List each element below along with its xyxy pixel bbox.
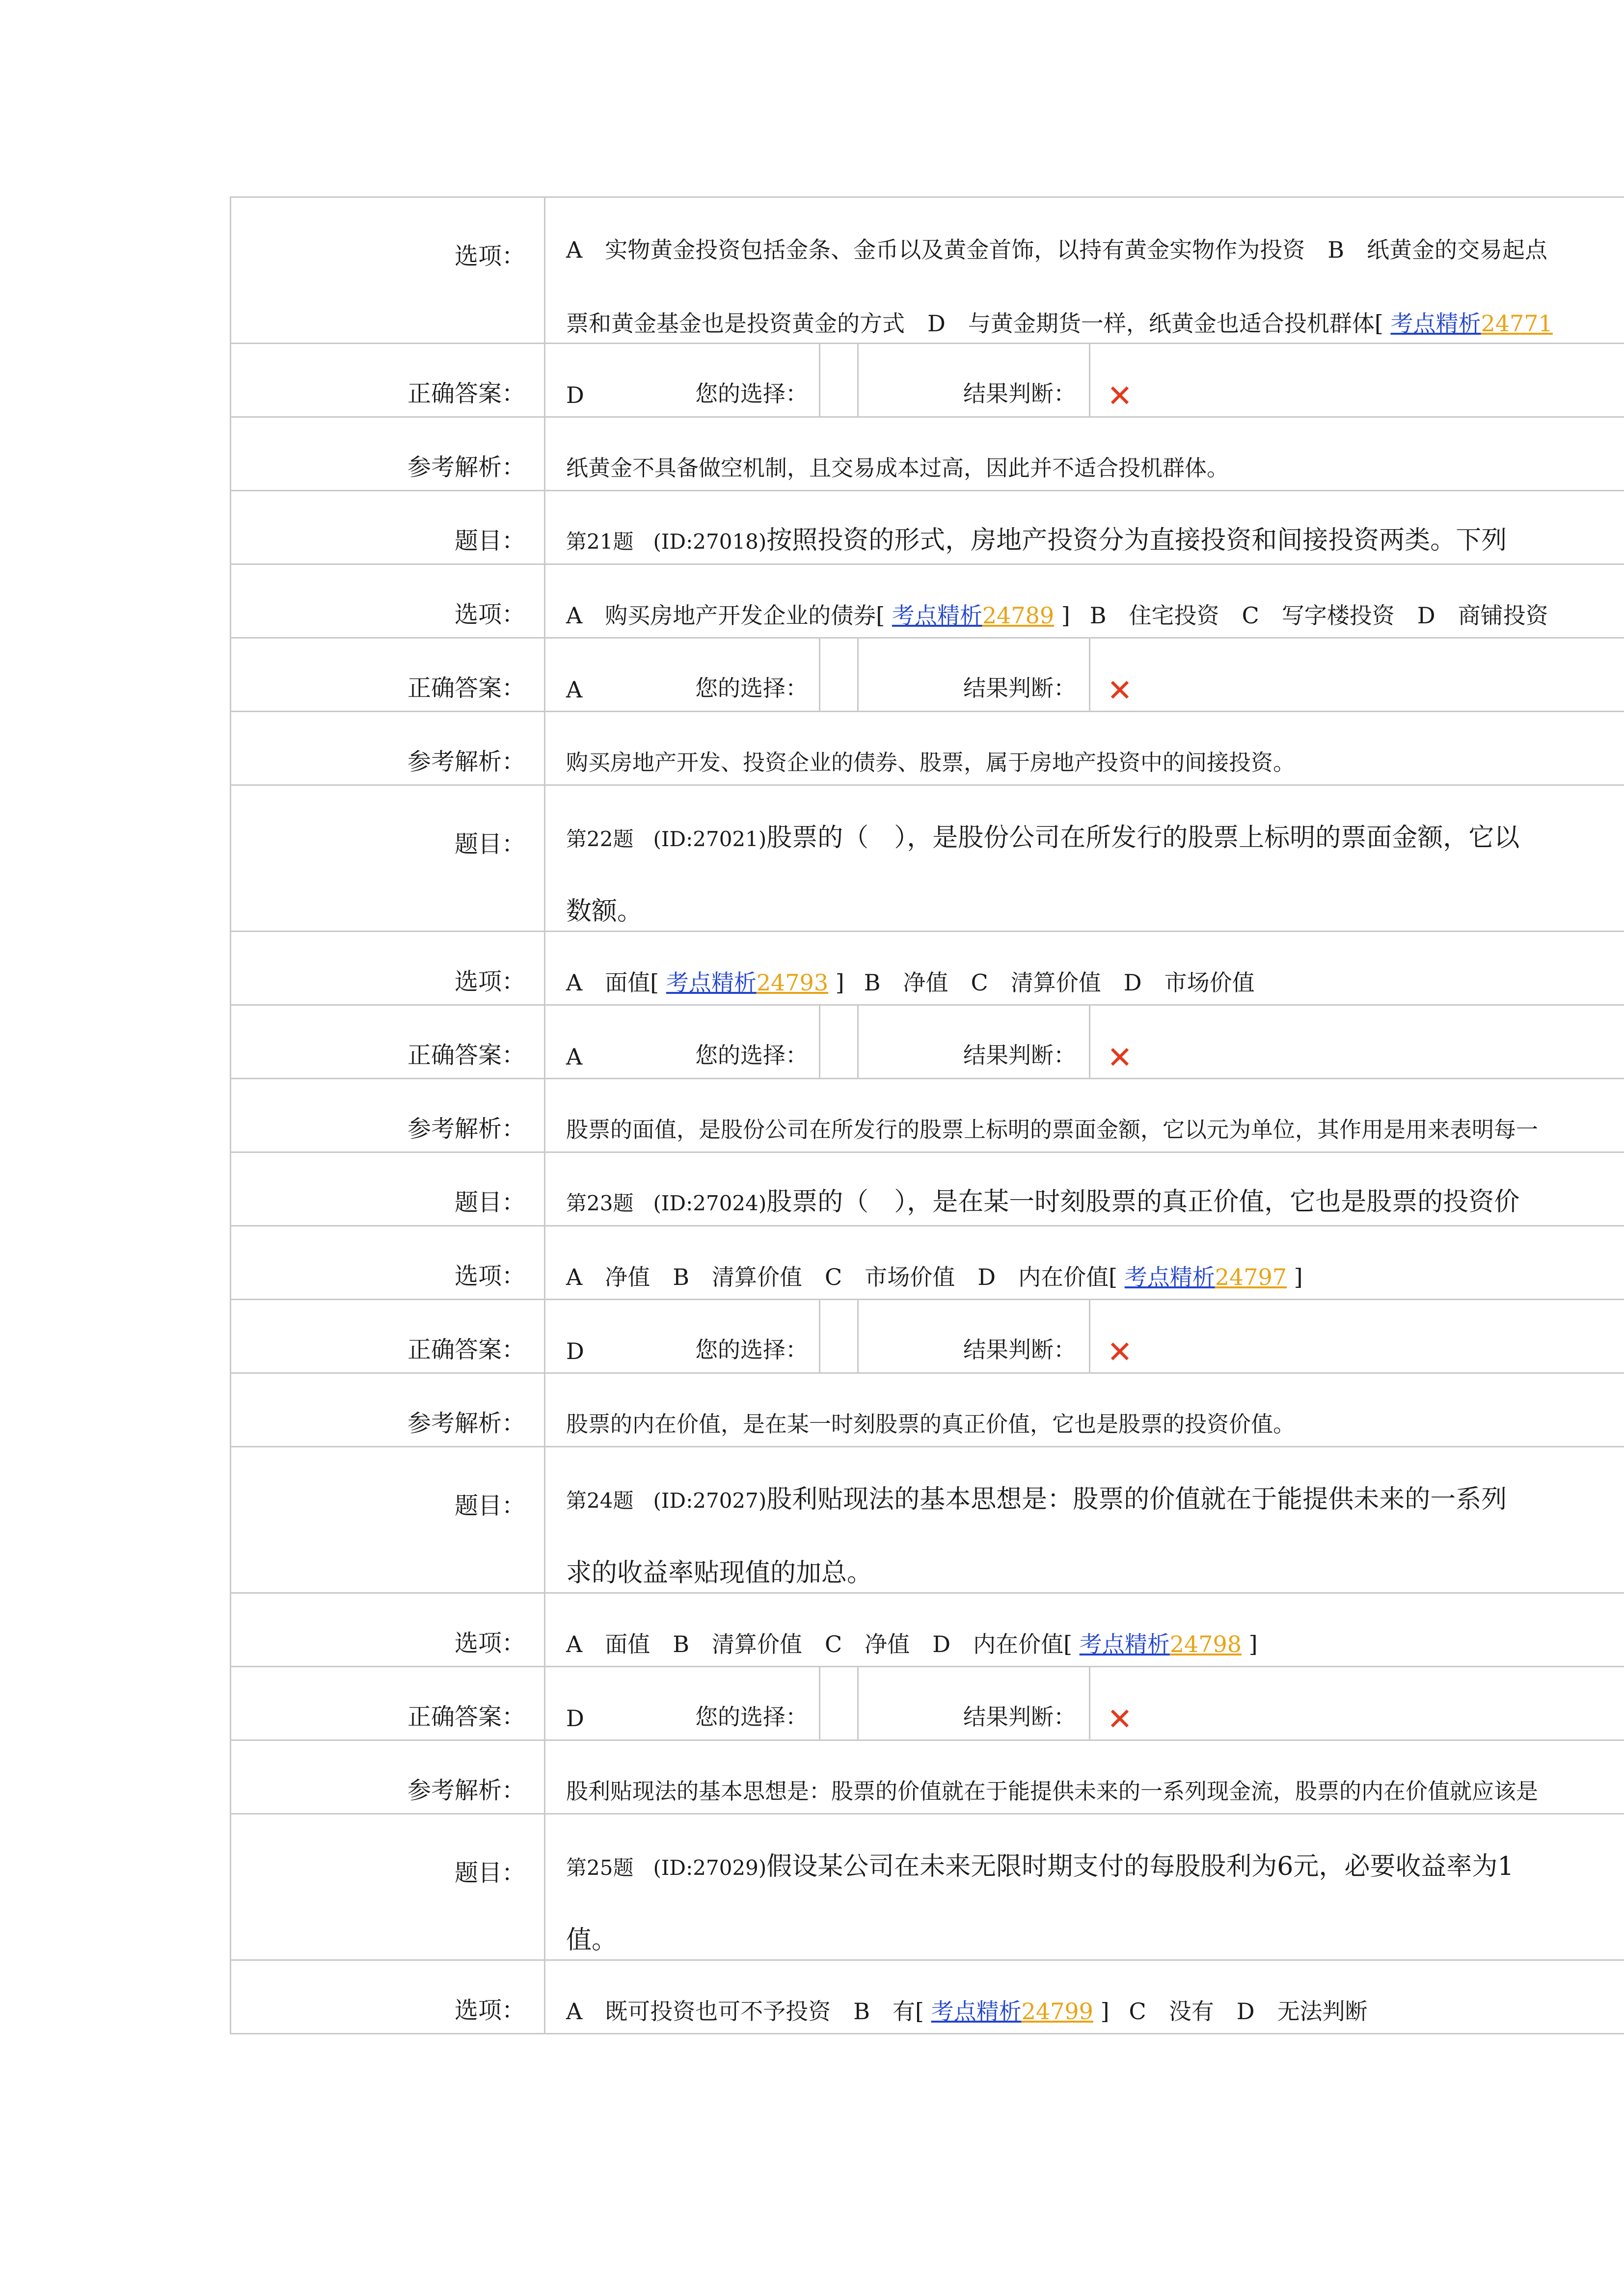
options-text [566, 1629, 1258, 1659]
your-choice-value [820, 1300, 859, 1372]
analysis-text: 购买房地产开发、投资企业的债券、股票，属于房地产投资中的间接投资。 [566, 749, 1296, 775]
your-choice-value [820, 639, 859, 711]
correct-answer-value: D [566, 382, 584, 408]
options-label: 选项： [231, 932, 545, 1004]
your-choice-value [820, 1006, 859, 1078]
wrong-icon: ✕ [1107, 1334, 1133, 1370]
kaodian-close: ] [1242, 1631, 1258, 1657]
options-content [545, 1961, 1624, 2033]
question-row [231, 1815, 1624, 1961]
question-id: (ID:27021) [653, 827, 767, 851]
option-rest: B 住宅投资 C 写字楼投资 D 商铺投资 [1089, 602, 1548, 629]
analysis-label: 参考解析： [231, 712, 545, 784]
question-number: 第22题 [566, 827, 634, 851]
kaodian-link[interactable]: 考点精析 [892, 602, 982, 629]
kaodian-link-number[interactable]: 24793 [756, 969, 829, 996]
question-text [566, 823, 1519, 854]
analysis-text: 纸黄金不具备做空机制，且交易成本过高，因此并不适合投机群体。 [566, 455, 1229, 481]
question-row [231, 1153, 1624, 1227]
question-text [566, 1485, 1507, 1516]
correct-answer-value: D [566, 1338, 584, 1364]
analysis-row [231, 418, 1624, 491]
answer-content [545, 1006, 1624, 1078]
options-content [545, 565, 1624, 637]
options-text [566, 1997, 1368, 2026]
judgement-label: 结果判断： [859, 1300, 1090, 1372]
your-choice-value [820, 1667, 859, 1739]
correct-answer-value: A [566, 1043, 583, 1070]
options-text [566, 601, 1548, 630]
analysis-row [231, 1741, 1624, 1815]
question-content [545, 786, 1624, 931]
options-row [231, 1227, 1624, 1300]
options-row [231, 1961, 1624, 2034]
question-row [231, 491, 1624, 565]
analysis-row [231, 1374, 1624, 1447]
analysis-content [545, 1374, 1624, 1446]
options-text: A 实物黄金投资包括金条、金币以及黄金首饰，以持有黄金实物作为投资 B 纸黄金的交易起点 [566, 237, 1548, 263]
question-label: 题目： [231, 1815, 545, 1959]
correct-answer-row [231, 344, 1624, 418]
your-choice-label: 您的选择： [595, 344, 820, 416]
question-stem-continued: 数额。 [566, 897, 643, 926]
wrong-icon: ✕ [1107, 1040, 1133, 1075]
option-rest: C 没有 D 无法判断 [1129, 1998, 1368, 2025]
options-text [566, 968, 1255, 997]
answer-content [545, 344, 1624, 416]
question-content [545, 1153, 1624, 1225]
analysis-label: 参考解析： [231, 1741, 545, 1813]
kaodian-link-number[interactable]: 24789 [982, 602, 1055, 629]
correct-answer-value: A [566, 676, 583, 703]
options-label: 选项： [231, 565, 545, 637]
option-list: A 既可投资也可不予投资 B 有 [566, 1998, 916, 2025]
options-row [231, 565, 1624, 639]
question-content [545, 1815, 1624, 1959]
wrong-icon: ✕ [1107, 672, 1133, 708]
analysis-text: 股票的面值，是股份公司在所发行的股票上标明的票面金额，它以元为单位，其作用是用来表明每一 [566, 1117, 1539, 1143]
your-choice-label: 您的选择： [595, 1006, 820, 1078]
judgement-label: 结果判断： [859, 1006, 1090, 1078]
option-rest: B 净值 C 清算价值 D 市场价值 [864, 969, 1255, 996]
options-label: 选项： [231, 1227, 545, 1299]
judgement-label: 结果判断： [859, 1667, 1090, 1739]
wrong-icon: ✕ [1107, 1701, 1133, 1737]
your-choice-label: 您的选择： [595, 1667, 820, 1739]
question-stem-continued: 值。 [566, 1925, 618, 1955]
kaodian-open: [ [876, 602, 892, 629]
analysis-content [545, 1079, 1624, 1151]
options-row [231, 198, 1624, 344]
kaodian-close: ] [828, 969, 844, 996]
option-list: A 面值 B 清算价值 C 净值 D 内在价值 [566, 1631, 1064, 1657]
analysis-row [231, 712, 1624, 786]
correct-answer-row [231, 1006, 1624, 1079]
options-text [566, 1262, 1303, 1292]
analysis-content [545, 1741, 1624, 1813]
question-id: (ID:27029) [653, 1856, 767, 1880]
correct-answer-row [231, 639, 1624, 712]
options-text-continued [566, 309, 1553, 338]
kaodian-open: [ [1063, 1631, 1080, 1657]
correct-answer-value: D [566, 1705, 584, 1732]
question-stem-continued: 求的收益率贴现值的加总。 [566, 1558, 873, 1588]
options-content [545, 1227, 1624, 1299]
question-text [566, 1187, 1519, 1218]
your-choice-label: 您的选择： [595, 1300, 820, 1372]
correct-answer-row [231, 1667, 1624, 1741]
question-number: 第21题 [566, 530, 634, 554]
analysis-content [545, 712, 1624, 784]
question-label: 题目： [231, 1153, 545, 1225]
options-content [545, 1594, 1624, 1666]
kaodian-link-number[interactable]: 24771 [1481, 310, 1553, 337]
options-label: 选项： [231, 198, 545, 343]
kaodian-open: [ [650, 969, 666, 996]
answer-content [545, 1667, 1624, 1739]
options-text: 票和黄金基金也是投资黄金的方式 D 与黄金期货一样，纸黄金也适合投机群体 [566, 310, 1375, 337]
options-row [231, 1594, 1624, 1667]
kaodian-link[interactable]: 考点精析 [1124, 1264, 1215, 1290]
correct-answer-label: 正确答案： [231, 639, 545, 711]
question-row [231, 786, 1624, 932]
options-label: 选项： [231, 1961, 545, 2033]
kaodian-open: [ [1374, 310, 1391, 337]
kaodian-close: ] [1093, 1998, 1110, 2025]
your-choice-label: 您的选择： [595, 639, 820, 711]
analysis-label: 参考解析： [231, 1079, 545, 1151]
analysis-text: 股利贴现法的基本思想是：股票的价值就在于能提供未来的一系列现金流，股票的内在价值就应该是 [566, 1778, 1539, 1804]
kaodian-close: ] [1054, 602, 1070, 629]
kaodian-link[interactable]: 考点精析 [931, 1998, 1022, 2025]
judgement-label: 结果判断： [859, 639, 1090, 711]
answer-content [545, 1300, 1624, 1372]
analysis-content [545, 418, 1624, 490]
answer-content [545, 639, 1624, 711]
question-id: (ID:27027) [653, 1489, 767, 1513]
question-number: 第24题 [566, 1489, 634, 1513]
question-stem: 假设某公司在未来无限时期支付的每股股利为6元，必要收益率为1 [766, 1852, 1514, 1881]
kaodian-link-number[interactable]: 24798 [1169, 1631, 1242, 1657]
judgement-label: 结果判断： [859, 344, 1090, 416]
question-text [566, 1852, 1514, 1883]
exam-result-table [230, 196, 1624, 2034]
question-number: 第23题 [566, 1191, 634, 1215]
options-row [231, 932, 1624, 1006]
correct-answer-label: 正确答案： [231, 1006, 545, 1078]
kaodian-open: [ [915, 1998, 931, 2025]
question-content [545, 1447, 1624, 1592]
kaodian-close: ] [1287, 1264, 1303, 1290]
kaodian-link-number[interactable]: 24797 [1215, 1264, 1287, 1290]
question-id: (ID:27024) [653, 1191, 767, 1215]
question-number: 第25题 [566, 1856, 634, 1880]
correct-answer-label: 正确答案： [231, 344, 545, 416]
question-stem: 股利贴现法的基本思想是：股票的价值就在于能提供未来的一系列 [766, 1485, 1507, 1514]
question-stem: 股票的（ ），是在某一时刻股票的真正价值，它也是股票的投资价 [766, 1187, 1520, 1217]
question-stem: 按照投资的形式，房地产投资分为直接投资和间接投资两类。下列 [766, 526, 1507, 555]
kaodian-link[interactable]: 考点精析 [666, 969, 757, 996]
analysis-label: 参考解析： [231, 418, 545, 490]
kaodian-link-number[interactable]: 24799 [1021, 1998, 1093, 2025]
correct-answer-label: 正确答案： [231, 1667, 545, 1739]
question-row [231, 1447, 1624, 1594]
kaodian-link[interactable]: 考点精析 [1390, 310, 1481, 337]
analysis-text: 股票的内在价值，是在某一时刻股票的真正价值，它也是股票的投资价值。 [566, 1411, 1296, 1437]
question-content [545, 491, 1624, 563]
question-label: 题目： [231, 491, 545, 563]
correct-answer-label: 正确答案： [231, 1300, 545, 1372]
wrong-icon: ✕ [1107, 378, 1133, 414]
kaodian-open: [ [1109, 1264, 1125, 1290]
question-label: 题目： [231, 1447, 545, 1592]
correct-answer-row [231, 1300, 1624, 1374]
kaodian-link[interactable]: 考点精析 [1079, 1631, 1170, 1657]
options-content [545, 198, 1624, 343]
option-a: A 购买房地产开发企业的债券 [566, 602, 876, 629]
your-choice-value [820, 344, 859, 416]
option-list: A 净值 B 清算价值 C 市场价值 D 内在价值 [566, 1264, 1109, 1290]
analysis-label: 参考解析： [231, 1374, 545, 1446]
question-label: 题目： [231, 786, 545, 931]
question-stem: 股票的（ ），是股份公司在所发行的股票上标明的票面金额，它以 [766, 823, 1520, 853]
options-label: 选项： [231, 1594, 545, 1666]
option-a: A 面值 [566, 969, 650, 996]
options-content [545, 932, 1624, 1004]
analysis-row [231, 1079, 1624, 1153]
question-id: (ID:27018) [653, 530, 767, 554]
question-text [566, 526, 1507, 557]
